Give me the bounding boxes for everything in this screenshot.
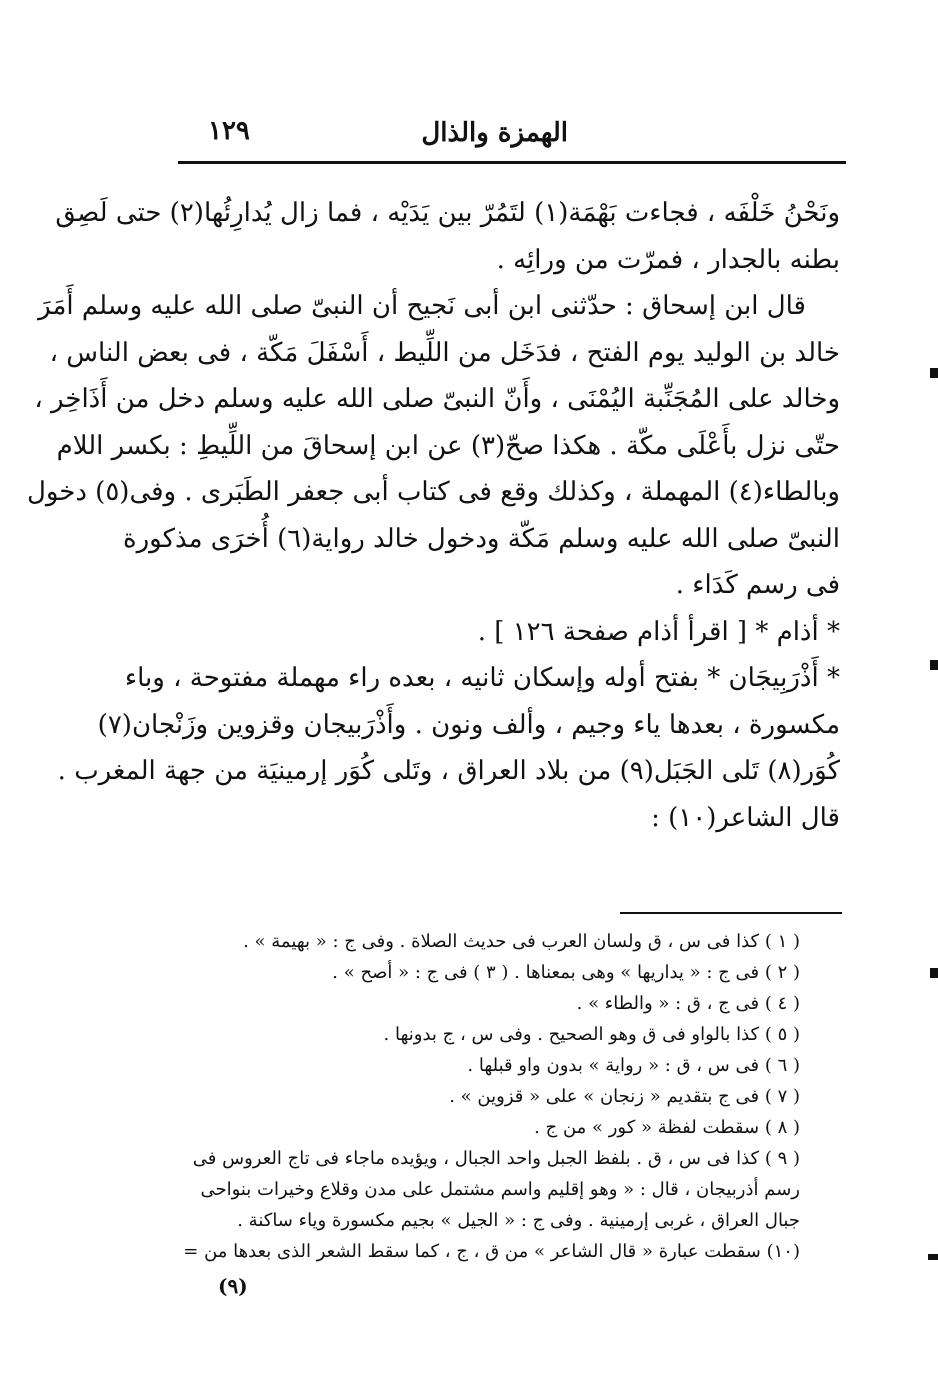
- footnote-continuation: رسم أذربيجان ، قال : « وهو إقليم واسم مشتمل على مدن وقلاع وخيرات بنواحى: [200, 1179, 800, 1200]
- footnotes: [180, 926, 800, 1267]
- footnote: ( ٨ ) سقطت لفظة « كور » من ج .: [534, 1117, 800, 1138]
- footnote: (١٠) سقطت عبارة « قال الشاعر » من ق ، ج ، كما سقط الشعر الذى بعدها من =: [183, 1241, 800, 1262]
- footnote: ( ٤ ) فى ج ، ق : « والطاء » .: [576, 993, 800, 1014]
- text-line: مكسورة ، بعدها ياء وجيم ، وألف ونون . وأَذْرَبيجان وقزوين وزَنْجان(٧): [97, 709, 840, 740]
- text-line: قال ابن إسحاق : حدّثنى ابن أبى نَجيح أن النبىّ صلى الله عليه وسلم أَمَرَ: [38, 291, 806, 321]
- text-line: وخالد على المُجَنِّبة اليُمْنَى ، وأَنّ النبىّ صلى الله عليه وسلم دخل من أَذَاخِر ،: [34, 384, 840, 414]
- footnote: ( ٦ ) فى س ، ق : « رواية » بدون واو قبلها .: [467, 1055, 800, 1076]
- footnote-rule: [620, 912, 842, 914]
- text-line: فى رسم كَدَاء .: [675, 570, 840, 600]
- footnote: ( ٢ ) فى ج : « يداريها » وهى بمعناها . ( ٣ ) فى ج : « أصح » .: [332, 962, 800, 983]
- footnote: ( ١ ) كذا فى س ، ق ولسان العرب فى حديث الصلاة . وفى ج : « بهيمة » .: [243, 931, 800, 952]
- main-text: [26, 190, 840, 841]
- footnote: ( ٥ ) كذا بالواو فى ق وهو الصحيح . وفى س ، ج بدونها .: [383, 1024, 800, 1045]
- text-line: ونَحْنُ خَلْفَه ، فجاءت بَهْمَة(١) لتَمُرّ بين يَدَيْه ، فما زال يُدارِئُها(٢) حتى لَصِق: [55, 198, 840, 228]
- entry-heading: * أَذْرَبِيجَان * بفتح أوله وإسكان ثانيه ، بعده راء مهملة مفتوحة ، وباء: [124, 663, 840, 693]
- footnote-continuation: جبال العراق ، غربى إرمينية . وفى ج : « الجيل » بجيم مكسورة وياء ساكنة .: [237, 1210, 800, 1231]
- text-line: قال الشاعر(١٠) :: [651, 802, 840, 833]
- page-header: [178, 118, 838, 158]
- running-title: الهمزة والذال: [421, 118, 568, 148]
- footnote: ( ٧ ) فى ج بتقديم « زنجان » على « قزوين » .: [449, 1086, 800, 1107]
- page-number: ١٢٩: [208, 116, 250, 146]
- edge-mark: [930, 660, 938, 670]
- text-line: وبالطاء(٤) المهملة ، وكذلك وقع فى كتاب أبى جعفر الطَبَرى . وفى(٥) دخول: [26, 477, 840, 507]
- header-rule: [178, 161, 846, 164]
- text-line: حتّى نزل بأَعْلَى مكّة . هكذا صحّ(٣) عن ابن إسحاقَ من اللِّيطِ : بكسر اللام: [56, 430, 840, 461]
- text-line: كُوَر(٨) تَلى الجَبَل(٩) من بلاد العراق ، وتَلى كُوَر إرمينيَة من جهة المغرب .: [57, 756, 840, 786]
- text-line: بطنه بالجدار ، فمرّت من ورائِه .: [496, 244, 840, 275]
- text-line: خالد بن الوليد يوم الفتح ، فدَخَل من اللِّيط ، أَسْفَلَ مَكّة ، فى بعض الناس ،: [49, 337, 840, 368]
- text-line: النبىّ صلى الله عليه وسلم مَكّة ودخول خالد رواية(٦) أُخرَى مذكورة: [122, 523, 840, 554]
- edge-mark: [930, 968, 938, 978]
- signature-mark: (٩): [218, 1274, 248, 1298]
- footnote: ( ٩ ) كذا فى س ، ق . بلفظ الجبل واحد الجبال ، ويؤيده ماجاء فى تاج العروس فى: [192, 1148, 800, 1169]
- edge-mark: [930, 368, 938, 378]
- entry-heading: * أذام * [ اقرأ أذام صفحة ١٢٦ ] .: [477, 616, 840, 647]
- edge-mark: [928, 1254, 938, 1260]
